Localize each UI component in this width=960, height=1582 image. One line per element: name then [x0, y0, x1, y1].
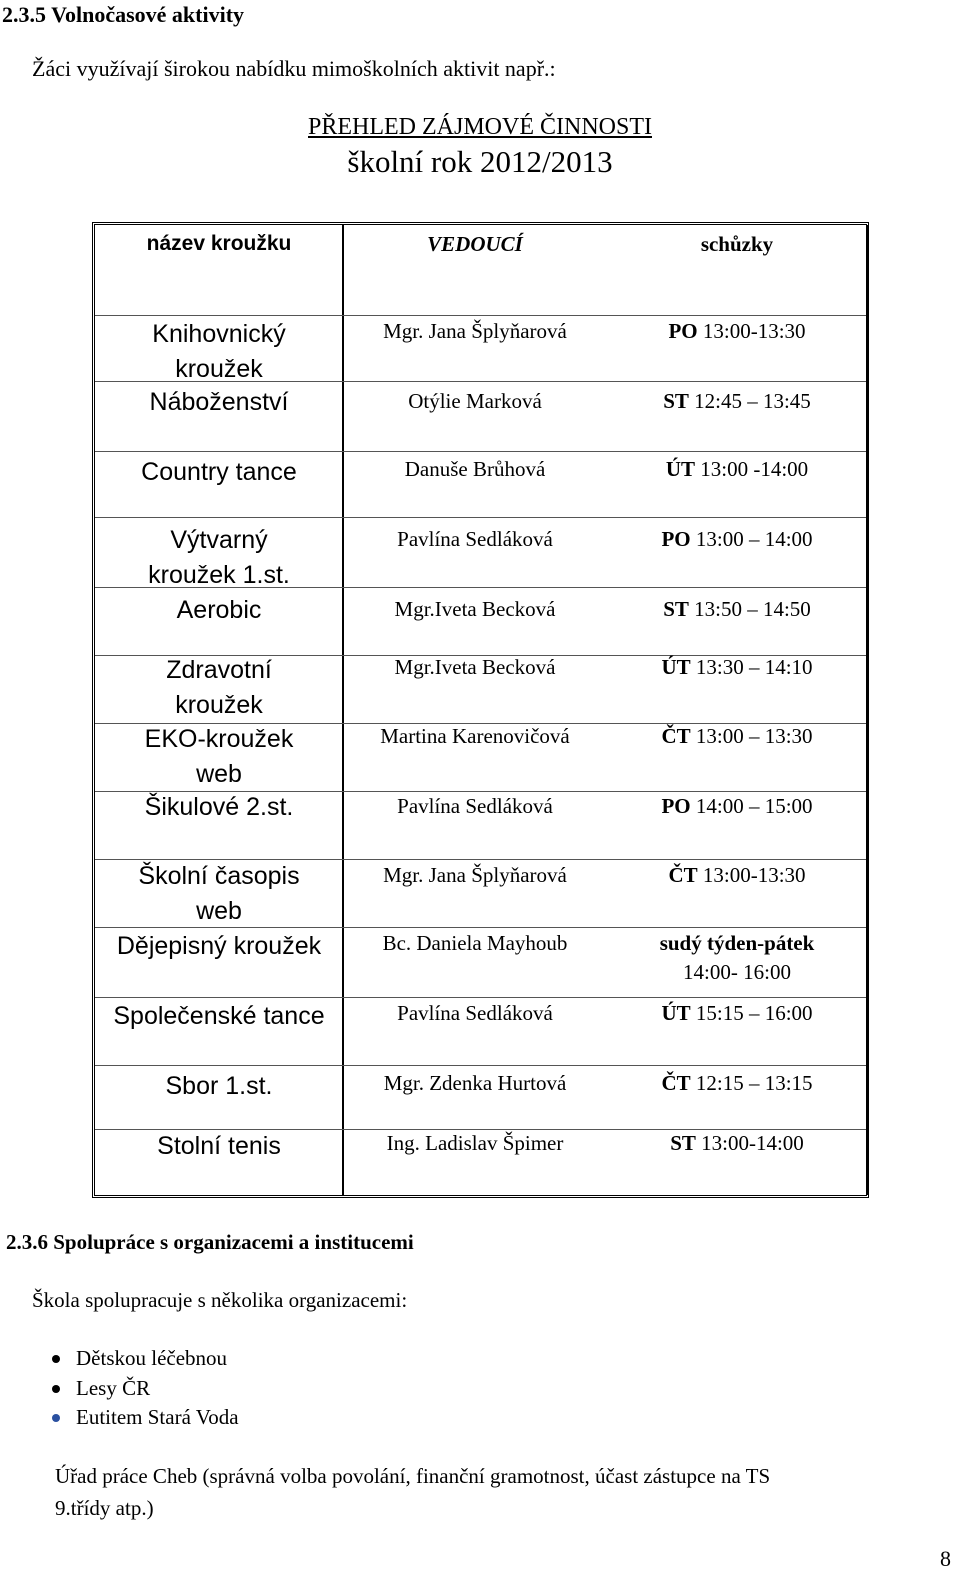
table-row-leader: Mgr.Iveta Becková — [394, 655, 556, 679]
section2-intro: Škola spolupracuje s několika organizacemi: — [32, 1288, 408, 1312]
section-intro: Žáci využívají širokou nabídku mimoškolních aktivit např.: — [32, 56, 556, 81]
row-divider — [95, 517, 866, 518]
table-row-meeting: ST 13:50 – 14:50 — [663, 597, 811, 621]
table-row-leader: Martina Karenovičová — [380, 724, 570, 748]
section-heading-volnocasove: 2.3.5 Volnočasové aktivity — [2, 2, 245, 27]
activities-table — [92, 222, 869, 1198]
list-item: Lesy ČR — [50, 1374, 239, 1404]
bullet-icon — [52, 1414, 60, 1422]
table-row-name: Stolní tenis — [157, 1132, 281, 1160]
table-row-meeting: ÚT 13:00 -14:00 — [665, 457, 809, 481]
table-row-leader: Mgr. Jana Šplyňarová — [383, 863, 567, 887]
table-row-name: Zdravotní kroužek — [166, 656, 272, 719]
row-divider — [95, 451, 866, 452]
table-row-name: EKO-kroužek web — [144, 725, 294, 788]
table-row-leader: Mgr.Iveta Becková — [394, 597, 556, 621]
bullet-icon — [52, 1355, 60, 1363]
table-row-leader: Pavlína Sedláková — [397, 794, 553, 818]
table-row-name: Společenské tance — [113, 1002, 325, 1030]
table-row-meeting: ST 12:45 – 13:45 — [663, 389, 811, 413]
table-row-meeting: ÚT 13:30 – 14:10 — [661, 655, 813, 679]
column-divider — [866, 225, 868, 1195]
list-item: Dětskou léčebnou — [50, 1344, 239, 1374]
header-name: název kroužku — [146, 232, 292, 255]
table-row-leader: Mgr. Zdenka Hurtová — [383, 1071, 567, 1095]
table-row-leader: Mgr. Jana Šplyňarová — [383, 319, 567, 343]
row-divider — [95, 315, 866, 316]
table-row-name: Knihovnický kroužek — [152, 320, 286, 383]
section-heading-spoluprace: 2.3.6 Spolupráce s organizacemi a institucemi — [6, 1230, 414, 1254]
organizations-list — [50, 1344, 239, 1433]
table-row-name: Aerobic — [176, 596, 262, 624]
table-row-leader: Pavlína Sedláková — [397, 527, 553, 551]
cooperation-paragraph: Úřad práce Cheb (správná volba povolání, finanční gramotnost, účast zástupce na TS 9.třídy atp.) — [55, 1464, 771, 1520]
table-row-meeting: PO 13:00 – 14:00 — [661, 527, 813, 551]
row-divider — [95, 997, 866, 998]
overview-title: PŘEHLED ZÁJMOVÉ ČINNOSTI — [308, 114, 652, 140]
table-row-name: Náboženství — [149, 388, 289, 416]
table-row-name: Výtvarný kroužek 1.st. — [148, 526, 290, 589]
table-row-meeting: ČT 13:00-13:30 — [668, 863, 806, 887]
table-row-meeting: ÚT 15:15 – 16:00 — [661, 1001, 813, 1025]
table-row-leader: Otýlie Marková — [408, 389, 542, 413]
table-row-leader: Ing. Ladislav Špimer — [386, 1131, 564, 1155]
page-number: 8 — [940, 1546, 951, 1571]
header-leader: VEDOUCÍ — [427, 232, 523, 256]
table-row-leader: Pavlína Sedláková — [397, 1001, 553, 1025]
table-row-name: Dějepisný kroužek — [116, 932, 322, 960]
table-row-meeting: PO 14:00 – 15:00 — [661, 794, 813, 818]
list-item: Eutitem Stará Voda — [50, 1403, 239, 1433]
table-row-name: Školní časopis web — [138, 862, 300, 925]
table-row-leader: Danuše Brůhová — [404, 457, 546, 481]
table-row-name: Country tance — [141, 458, 297, 486]
bullet-icon — [52, 1385, 60, 1393]
header-meetings: schůzky — [700, 232, 774, 256]
table-row-name: Šikulové 2.st. — [144, 793, 294, 821]
table-row-leader: Bc. Daniela Mayhoub — [382, 931, 568, 955]
overview-subtitle: školní rok 2012/2013 — [347, 144, 613, 179]
table-row-meeting: sudý týden-pátek 14:00- 16:00 — [659, 931, 815, 984]
row-divider — [95, 1065, 866, 1066]
table-row-meeting: ST 13:00-14:00 — [670, 1131, 804, 1155]
table-row-meeting: ČT 12:15 – 13:15 — [661, 1071, 813, 1095]
table-row-name: Sbor 1.st. — [165, 1072, 273, 1100]
table-row-meeting: PO 13:00-13:30 — [668, 319, 806, 343]
table-row-meeting: ČT 13:00 – 13:30 — [661, 724, 813, 748]
